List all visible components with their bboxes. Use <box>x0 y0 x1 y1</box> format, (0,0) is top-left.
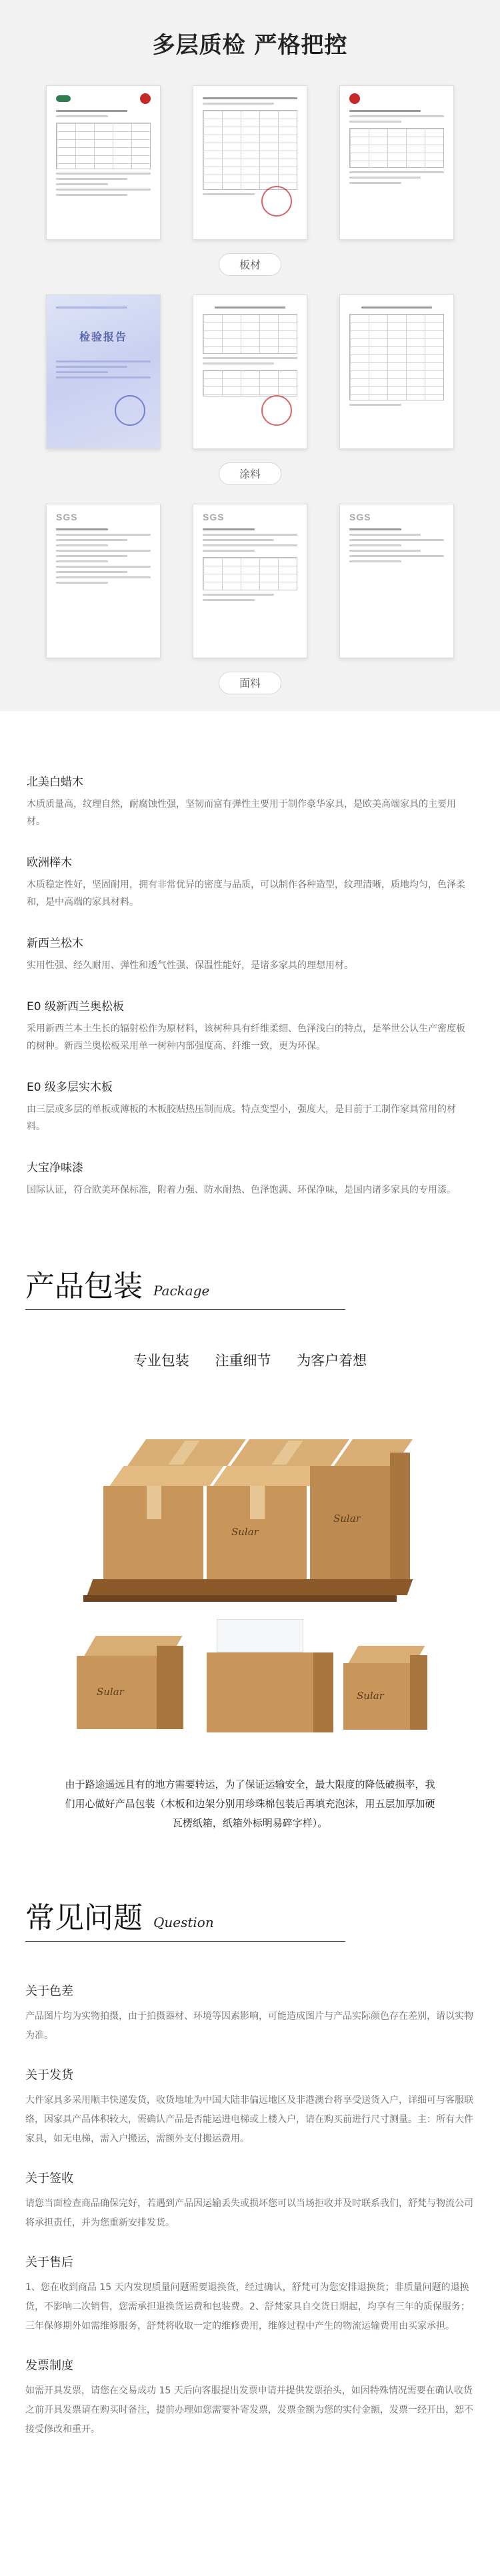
sgs-logo: SGS <box>349 512 371 522</box>
material-name: 欧洲榉木 <box>27 856 72 870</box>
material-name: E0 级多层实木板 <box>27 1081 113 1094</box>
certificate-image <box>193 85 307 240</box>
material-desc: 木质稳定性好，坚固耐用，拥有非常优异的密度与品质，可以制作各种造型，纹理清晰，质地均匀，色泽柔和，是中高端的家具材料。 <box>27 880 465 908</box>
slogan: 为客户着想 <box>297 1353 367 1369</box>
material-item <box>27 853 473 911</box>
faq-answer: 1、您在收到商品 15 天内发现质量问题需要退换货，经过确认，舒梵可为您安排退换货；非质量问题的退换货，不影响二次销售，您需承担退换货运费和包装费。2、舒梵家具自交货日期起，均享有三年的质保服务；三年保修期外如需维修服务，舒梵将收取一定的维修费用，维修过程中产生的物流运输费用由买家承担。 <box>25 2282 470 2331</box>
sgs-report-image <box>339 504 454 658</box>
faq-question: 发票制度 <box>25 2359 73 2373</box>
faq-answer: 如需开具发票，请您在交易成功 15 天后向客服提出发票申请并提供发票抬头，如因特殊情况需要在确认收货之前开具发票请在购买时备注，提前办理如您需要补寄发票，发票金额为您的实付金额，发票一经开出，恕不接受修改和重开。 <box>25 2385 473 2435</box>
quality-group-fabric <box>0 485 500 694</box>
package-boxes-image <box>63 1399 437 1752</box>
material-item <box>27 772 473 830</box>
material-name: 新西兰松木 <box>27 937 83 950</box>
material-desc: 实用性强、经久耐用、弹性和透气性强、保温性能好，是诸多家具的理想用材。 <box>27 960 353 971</box>
faq-question: 关于售后 <box>25 2255 73 2269</box>
faq-title-en: Question <box>153 1914 214 1930</box>
package-note: 由于路途遥远且有的地方需要转运，为了保证运输安全，最大限度的降低破损率，我们用心做好产品包装（木板和边架分别用珍珠棉包装后再填充泡沫，用五层加厚加硬瓦楞纸箱，纸箱外标明易碎字样）。 <box>65 1778 435 1829</box>
certificate-image <box>339 85 454 240</box>
package-heading <box>0 1248 500 1305</box>
brand-mark: Sular <box>357 1690 384 1702</box>
faq-answer: 产品图片均为实物拍摄，由于拍摄器材、环境等因素影响，可能造成图片与产品实际颜色存在差别，请以实物为准。 <box>25 2011 473 2041</box>
faq-answer: 大件家具多采用顺丰快递发货，收货地址为中国大陆非偏远地区及非港澳台将享受送货入户，详细可与客服联络，因家具产品体积较大，需确认产品是否能运进电梯或上楼入户，请在购买前进行尺寸测量。主：所有大件家具，如无电梯，需入户搬运，需额外支付搬运费用。 <box>25 2095 473 2144</box>
quality-title: 多层质检 严格把控 <box>152 32 348 59</box>
group-label-coating: 涂料 <box>219 462 281 485</box>
sgs-logo: SGS <box>203 512 225 522</box>
faq-list <box>0 1942 500 2486</box>
faq-question: 关于发货 <box>25 2068 73 2082</box>
faq-title: 常见问题 <box>25 1901 143 1935</box>
faq-item <box>25 1982 475 2046</box>
brand-mark: Sular <box>97 1686 124 1698</box>
material-item <box>27 1077 473 1135</box>
group-label-board: 板材 <box>219 253 281 276</box>
faq-section <box>0 1833 500 2486</box>
materials-section <box>0 711 500 1248</box>
material-desc: 木质质量高，纹理自然，耐腐蚀性强，坚韧而富有弹性主要用于制作豪华家具，是欧美高端家具的主要用材。 <box>27 799 456 827</box>
material-desc: 采用新西兰本土生长的辐射松作为原材料，该树种具有纤维柔细、色泽浅白的特点，是举世公认生产密度板的树种。新西兰奥松板采用单一树种内部强度高、纤维一致，更为环保。 <box>27 1023 465 1051</box>
faq-heading <box>0 1880 500 1937</box>
certificate-image <box>46 85 161 240</box>
slogan: 注重细节 <box>215 1353 271 1369</box>
material-desc: 由三层或多层的单板或薄板的木板胶贴热压制而成。特点变型小，强度大，是目前于工制作家具常用的材料。 <box>27 1104 456 1132</box>
certificate-image <box>193 295 307 449</box>
logo-icon <box>56 95 71 102</box>
brand-mark: Sular <box>231 1526 259 1538</box>
slogan: 专业包装 <box>133 1353 189 1369</box>
faq-item <box>25 2066 475 2149</box>
material-item <box>27 934 473 974</box>
material-name: 北美白蜡木 <box>27 776 83 789</box>
package-slogans <box>0 1350 500 1370</box>
material-name: 大宝净味漆 <box>27 1161 83 1175</box>
logo-icon <box>349 93 360 104</box>
faq-item <box>25 2253 475 2336</box>
brand-mark: Sular <box>333 1513 361 1525</box>
material-item <box>27 997 473 1055</box>
group-label-fabric: 面料 <box>219 672 281 694</box>
material-desc: 国际认证，符合欧美环保标准，附着力强、防水耐热、色泽饱满、环保净味，是国内诸多家具的专用漆。 <box>27 1185 456 1195</box>
faq-question: 关于签收 <box>25 2172 73 2186</box>
package-title: 产品包装 <box>25 1269 143 1303</box>
material-name: E0 级新西兰奥松板 <box>27 1000 124 1013</box>
logo-icon <box>140 93 151 104</box>
certificate-image <box>46 295 161 449</box>
quality-group-coating <box>0 276 500 485</box>
inspection-report-text: 检验报告 <box>79 330 127 343</box>
faq-item <box>25 2356 475 2439</box>
quality-section <box>0 0 500 711</box>
faq-question: 关于色差 <box>25 1984 73 1998</box>
sgs-report-image <box>46 504 161 658</box>
sgs-report-image <box>193 504 307 658</box>
faq-answer: 请您当面检查商品确保完好，若遇到产品因运输丢失或损坏您可以当场拒收并及时联系我们，舒梵与物流公司将承担责任，并为您重新安排发货。 <box>25 2198 473 2228</box>
faq-item <box>25 2169 475 2233</box>
divider <box>25 1309 345 1310</box>
package-section <box>0 1248 500 1833</box>
certificate-image <box>339 295 454 449</box>
sgs-logo: SGS <box>56 512 78 522</box>
quality-group-board <box>0 67 500 276</box>
material-item <box>27 1158 473 1199</box>
package-title-en: Package <box>153 1283 210 1299</box>
